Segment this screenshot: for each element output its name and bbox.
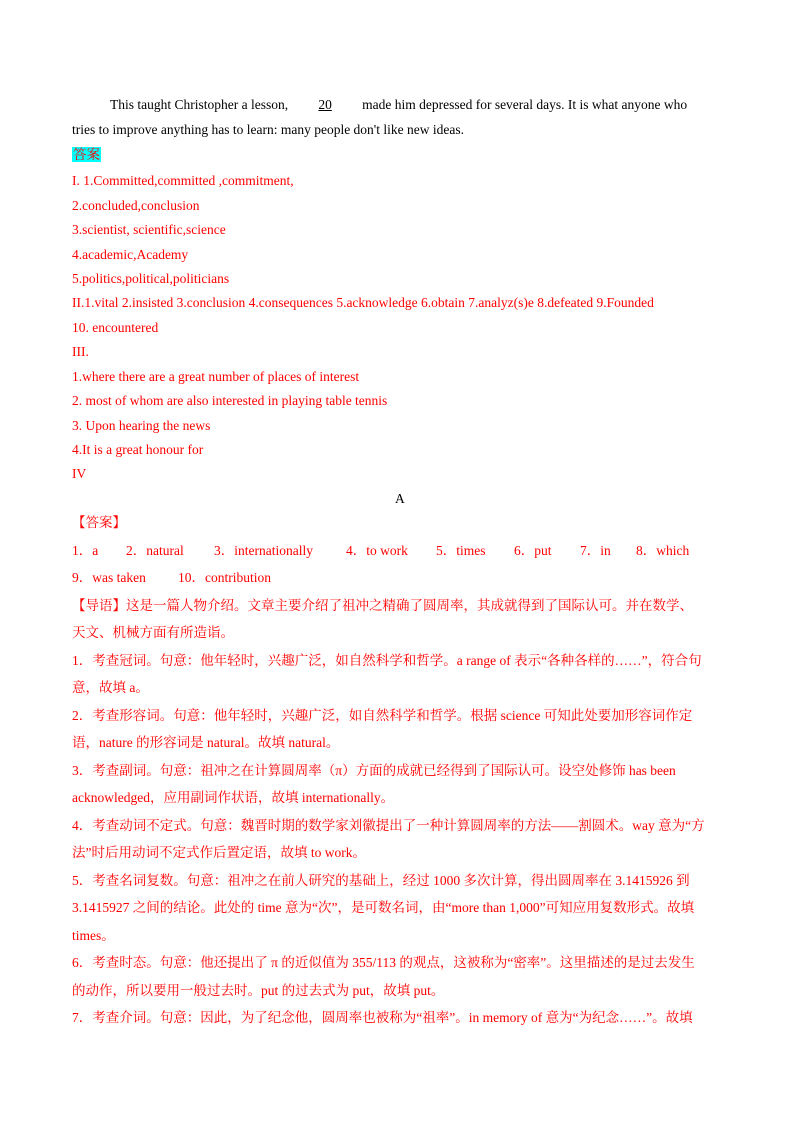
explanation-line: 5．考查名词复数。句意：祖冲之在前人研究的基础上，经过 1000 多次计算，得出圆周率在 3.1415926 到 (72, 873, 690, 888)
explanation-line: 意，故填 a。 (72, 680, 149, 695)
passage-line-2: tries to improve anything has to learn: many people don't like new ideas. (72, 122, 464, 137)
explanation-line: 天文、机械方面有所造诣。 (72, 625, 234, 640)
explanation-line: 3．考查副词。句意：祖冲之在计算圆周率（π）方面的成就已经得到了国际认可。设空处修饰 has been (72, 763, 676, 778)
section2-line: II.1.vital 2.insisted 3.conclusion 4.consequences 5.acknowledge 6.obtain 7.analyz(s)e 8.defeated 9.Founded (72, 295, 654, 310)
answer-item: 5．times (436, 543, 486, 558)
explanation-line: acknowledged，应用副词作状语，故填 internationally。 (72, 790, 395, 805)
answers-row-2 (72, 569, 271, 587)
answer-item: 6．put (514, 543, 552, 558)
section3-item: 1.where there are a great number of places of interest (72, 369, 360, 384)
explanation-line: 语，nature 的形容词是 natural。故填 natural。 (72, 735, 340, 750)
section3-item: 3. Upon hearing the news (72, 418, 211, 433)
passage-text: This taught Christopher a lesson, (110, 97, 289, 112)
answer-item: 1．a (72, 543, 99, 558)
explanation-line: 的动作，所以要用一般过去时。put 的过去式为 put，故填 put。 (72, 983, 445, 998)
answer-item: 4．to work (346, 543, 408, 558)
section1-item: I. 1.Committed,committed ,commitment, (72, 173, 294, 188)
section1-item: 3.scientist, scientific,science (72, 222, 226, 237)
part-a-label: A (395, 491, 405, 506)
explanation-line: 7．考查介词。句意：因此，为了纪念他，圆周率也被称为“祖率”。in memory of 意为“为纪念……”。故填 (72, 1010, 693, 1025)
explanation-line: times。 (72, 928, 115, 943)
passage-text: made him depressed for several days. It is what anyone who (362, 97, 688, 112)
answer-item: 7．in (580, 543, 611, 558)
section2-line: 10. encountered (72, 320, 159, 335)
explanation-line: 6．考查时态。句意：他还提出了 π 的近似值为 355/113 的观点，这被称为“密率”。这里描述的是过去发生 (72, 955, 695, 970)
explanation-line: 4．考查动词不定式。句意：魏晋时期的数学家刘徽提出了一种计算圆周率的方法——割圆术。way 意为“方 (72, 818, 705, 833)
passage-line-1 (110, 96, 687, 114)
explanation-line: 1．考查冠词。句意：他年轻时，兴趣广泛，如自然科学和哲学。a range of 表示“各种各样的……”，符合句 (72, 653, 702, 668)
explanation-line: 法”时后用动词不定式作后置定语，故填 to work。 (72, 845, 366, 860)
answer-item: 9．was taken (72, 570, 146, 585)
section3-label: III. (72, 344, 89, 359)
answer-item: 2．natural (126, 543, 184, 558)
explanation-line: 3.1415927 之间的结论。此处的 time 意为“次”，是可数名词，由“more than 1,000”可知应用复数形式。故填 (72, 900, 695, 915)
answer-header: 答案 (73, 147, 100, 162)
section1-item: 5.politics,political,politicians (72, 271, 230, 286)
section1-item: 2.concluded,conclusion (72, 198, 200, 213)
answer-item: 10．contribution (178, 570, 271, 585)
section3-item: 2. most of whom are also interested in playing table tennis (72, 393, 388, 408)
answers-row-1 (72, 542, 689, 560)
explanation-line: 2．考查形容词。句意：他年轻时，兴趣广泛，如自然科学和哲学。根据 science 可知此处要加形容词作定 (72, 708, 693, 723)
answer-item: 8．which (636, 543, 690, 558)
answer-bracket: 【答案】 (72, 515, 126, 530)
explanation-line: 【导语】这是一篇人物介绍。文章主要介绍了祖冲之精确了圆周率，其成就得到了国际认可。并在数学、 (72, 598, 693, 613)
section1-item: 4.academic,Academy (72, 247, 189, 262)
section3-item: 4.It is a great honour for (72, 442, 204, 457)
answer-item: 3．internationally (214, 543, 313, 558)
blank-20: 20 (318, 97, 332, 112)
section4-label: IV (72, 466, 87, 481)
